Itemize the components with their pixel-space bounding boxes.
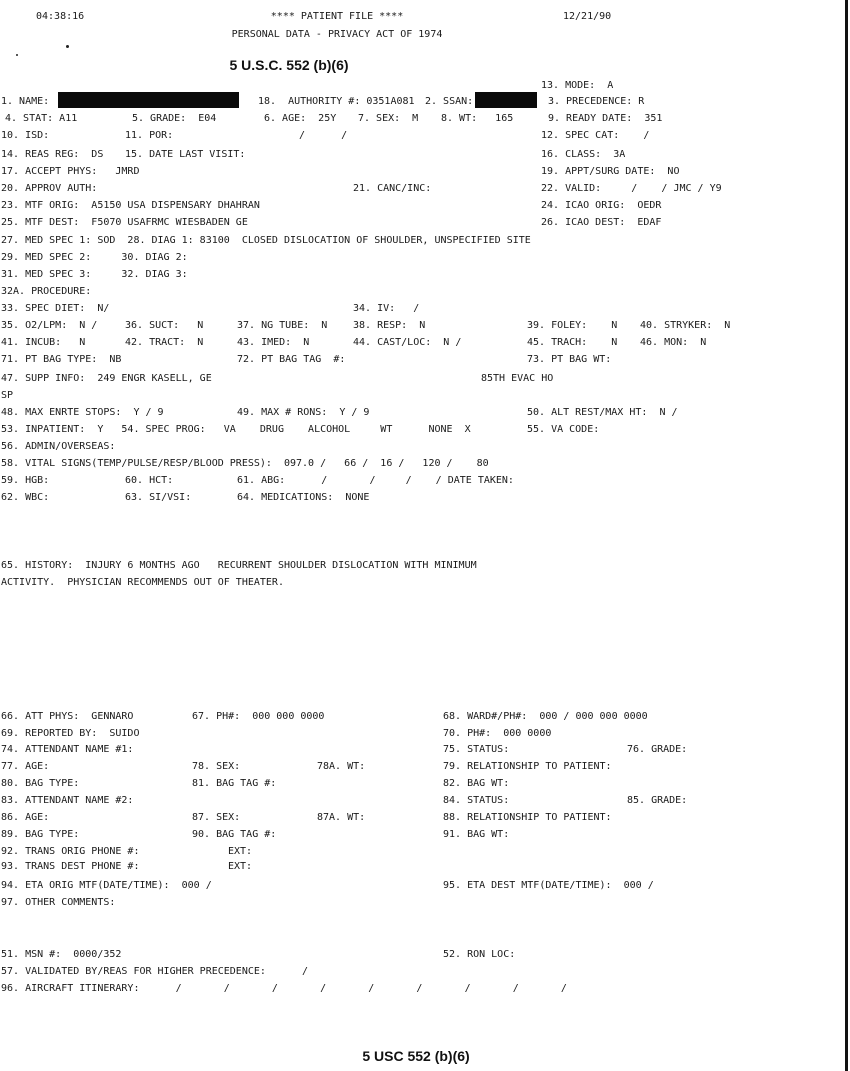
exemption-stamp-bottom: 5 USC 552 (b)(6) (362, 1048, 470, 1064)
field-foley: 39. FOLEY: N (527, 320, 618, 331)
field-stat: 4. STAT: A11 (5, 113, 78, 124)
field-sp: SP (1, 390, 14, 401)
header-time: 04:38:16 (36, 11, 85, 22)
field-aircraft-itinerary: 96. AIRCRAFT ITINERARY: / / / / / / / / / (1, 983, 567, 994)
field-supp-info: 47. SUPP INFO: 249 ENGR KASELL, GE (1, 373, 212, 384)
field-max-enrte-stops: 48. MAX ENRTE STOPS: Y / 9 (1, 407, 164, 418)
field-stryker: 40. STRYKER: N (640, 320, 731, 331)
field-grade: 5. GRADE: E04 (132, 113, 217, 124)
scan-edge-line (845, 0, 848, 1071)
field-bag-tag-81: 81. BAG TAG #: (192, 778, 277, 789)
field-isd-slashes: / / (299, 130, 348, 141)
field-sex-87: 87. SEX: (192, 812, 241, 823)
field-ready-date: 9. READY DATE: 351 (548, 113, 663, 124)
field-ext-1: EXT: (228, 846, 253, 857)
field-vital-signs: 58. VITAL SIGNS(TEMP/PULSE/RESP/BLOOD PRESS): 097.0 / 66 / 16 / 120 / 80 (1, 458, 489, 469)
field-ph-70: 70. PH#: 000 0000 (443, 728, 552, 739)
field-canc-inc: 21. CANC/INC: (353, 183, 432, 194)
field-sex-78: 78. SEX: (192, 761, 241, 772)
field-mtf-orig: 23. MTF ORIG: A5150 USA DISPENSARY DHAHRAN (1, 200, 260, 211)
field-ssan: 2. SSAN: (425, 96, 474, 107)
field-evac-hq: 85TH EVAC HO (481, 373, 554, 384)
field-ng-tube: 37. NG TUBE: N (237, 320, 328, 331)
field-max-rons: 49. MAX # RONS: Y / 9 (237, 407, 370, 418)
field-suct: 36. SUCT: N (125, 320, 204, 331)
field-isd: 10. ISD: (1, 130, 50, 141)
field-valid: 22. VALID: / / JMC / Y9 (541, 183, 722, 194)
field-pt-bag-type: 71. PT BAG TYPE: NB (1, 354, 122, 365)
field-spec-cat: 12. SPEC CAT: / (541, 130, 650, 141)
field-mode: 13. MODE: A (541, 80, 614, 91)
ssan-redaction (475, 92, 537, 108)
field-trans-orig-phone: 92. TRANS ORIG PHONE #: (1, 846, 140, 857)
field-name: 1. NAME: (1, 96, 50, 107)
field-age-77: 77. AGE: (1, 761, 50, 772)
header-subtitle: PERSONAL DATA - PRIVACY ACT OF 1974 (231, 29, 443, 40)
field-pt-bag-tag: 72. PT BAG TAG #: (237, 354, 346, 365)
field-age: 6. AGE: 25Y (264, 113, 337, 124)
field-med-spec-3: 31. MED SPEC 3: 32. DIAG 3: (1, 269, 188, 280)
field-eta-orig: 94. ETA ORIG MTF(DATE/TIME): 000 / (1, 880, 212, 891)
field-status-75: 75. STATUS: (443, 744, 510, 755)
field-hgb: 59. HGB: (1, 475, 50, 486)
field-por: 11. POR: (125, 130, 174, 141)
field-reported-by: 69. REPORTED BY: SUIDO (1, 728, 140, 739)
scan-speck (66, 45, 69, 48)
field-attendant-2: 83. ATTENDANT NAME #2: (1, 795, 134, 806)
header-date: 12/21/90 (563, 11, 612, 22)
field-hct: 60. HCT: (125, 475, 174, 486)
exemption-stamp-top: 5 U.S.C. 552 (b)(6) (229, 57, 349, 73)
scan-speck (16, 54, 18, 56)
field-iv: 34. IV: / (353, 303, 420, 314)
field-bag-type-80: 80. BAG TYPE: (1, 778, 80, 789)
field-other-comments: 97. OTHER COMMENTS: (1, 897, 116, 908)
field-med-spec-1: 27. MED SPEC 1: SOD 28. DIAG 1: 83100 CLOSED DISLOCATION OF SHOULDER, UNSPECIFIED SITE (1, 235, 531, 246)
field-bag-wt-82: 82. BAG WT: (443, 778, 510, 789)
field-icao-orig: 24. ICAO ORIG: OEDR (541, 200, 662, 211)
field-spec-diet: 33. SPEC DIET: N/ (1, 303, 110, 314)
field-o2-lpm: 35. O2/LPM: N / (1, 320, 98, 331)
field-grade-85: 85. GRADE: (627, 795, 688, 806)
field-resp: 38. RESP: N (353, 320, 426, 331)
history-line-2: ACTIVITY. PHYSICIAN RECOMMENDS OUT OF THEATER. (1, 577, 284, 588)
field-procedure: 32A. PROCEDURE: (1, 286, 92, 297)
field-medications: 64. MEDICATIONS: NONE (237, 492, 370, 503)
field-va-code: 55. VA CODE: (527, 424, 600, 435)
field-bag-tag-90: 90. BAG TAG #: (192, 829, 277, 840)
field-trans-dest-phone: 93. TRANS DEST PHONE #: (1, 861, 140, 872)
field-age-86: 86. AGE: (1, 812, 50, 823)
field-alt-rest: 50. ALT REST/MAX HT: N / (527, 407, 678, 418)
field-imed: 43. IMED: N (237, 337, 310, 348)
field-bag-wt-91: 91. BAG WT: (443, 829, 510, 840)
field-relationship-79: 79. RELATIONSHIP TO PATIENT: (443, 761, 612, 772)
field-ph-67: 67. PH#: 000 000 0000 (192, 711, 325, 722)
field-abg: 61. ABG: / / / / DATE TAKEN: (237, 475, 514, 486)
header-title: **** PATIENT FILE **** (270, 11, 404, 22)
field-icao-dest: 26. ICAO DEST: EDAF (541, 217, 662, 228)
field-mon: 46. MON: N (640, 337, 707, 348)
field-authority: 18. AUTHORITY #: 0351A081 (258, 96, 415, 107)
name-redaction (58, 92, 239, 108)
history-line-1: 65. HISTORY: INJURY 6 MONTHS AGO RECURRENT SHOULDER DISLOCATION WITH MINIMUM (1, 560, 477, 571)
field-grade-76: 76. GRADE: (627, 744, 688, 755)
field-wt-78a: 78A. WT: (317, 761, 366, 772)
field-inpatient: 53. INPATIENT: Y 54. SPEC PROG: VA DRUG ALCOHOL WT NONE X (1, 424, 471, 435)
field-trach: 45. TRACH: N (527, 337, 618, 348)
field-admin-overseas: 56. ADMIN/OVERSEAS: (1, 441, 116, 452)
field-incub: 41. INCUB: N (1, 337, 86, 348)
field-sex: 7. SEX: M (358, 113, 419, 124)
field-msn: 51. MSN #: 0000/352 (1, 949, 122, 960)
field-wt-87a: 87A. WT: (317, 812, 366, 823)
field-bag-type-89: 89. BAG TYPE: (1, 829, 80, 840)
field-ward-ph: 68. WARD#/PH#: 000 / 000 000 0000 (443, 711, 648, 722)
field-mtf-dest: 25. MTF DEST: F5070 USAFRMC WIESBADEN GE (1, 217, 248, 228)
field-date-last-visit: 15. DATE LAST VISIT: (125, 149, 246, 160)
field-ext-2: EXT: (228, 861, 253, 872)
field-wbc: 62. WBC: (1, 492, 50, 503)
field-att-phys: 66. ATT PHYS: GENNARO (1, 711, 134, 722)
field-relationship-88: 88. RELATIONSHIP TO PATIENT: (443, 812, 612, 823)
field-si-vsi: 63. SI/VSI: (125, 492, 192, 503)
field-reas-reg: 14. REAS REG: DS (1, 149, 104, 160)
field-ron-loc: 52. RON LOC: (443, 949, 516, 960)
field-precedence: 3. PRECEDENCE: R (548, 96, 645, 107)
field-tract: 42. TRACT: N (125, 337, 204, 348)
field-validated-by: 57. VALIDATED BY/REAS FOR HIGHER PRECEDENCE: / (1, 966, 309, 977)
field-status-84: 84. STATUS: (443, 795, 510, 806)
field-class: 16. CLASS: 3A (541, 149, 626, 160)
field-appt-surg-date: 19. APPT/SURG DATE: NO (541, 166, 680, 177)
field-eta-dest: 95. ETA DEST MTF(DATE/TIME): 000 / (443, 880, 654, 891)
field-attendant-1: 74. ATTENDANT NAME #1: (1, 744, 134, 755)
field-approv-auth: 20. APPROV AUTH: (1, 183, 98, 194)
field-cast-loc: 44. CAST/LOC: N / (353, 337, 462, 348)
field-pt-bag-wt: 73. PT BAG WT: (527, 354, 612, 365)
field-accept-phys: 17. ACCEPT PHYS: JMRD (1, 166, 140, 177)
field-med-spec-2: 29. MED SPEC 2: 30. DIAG 2: (1, 252, 188, 263)
field-wt: 8. WT: 165 (441, 113, 514, 124)
